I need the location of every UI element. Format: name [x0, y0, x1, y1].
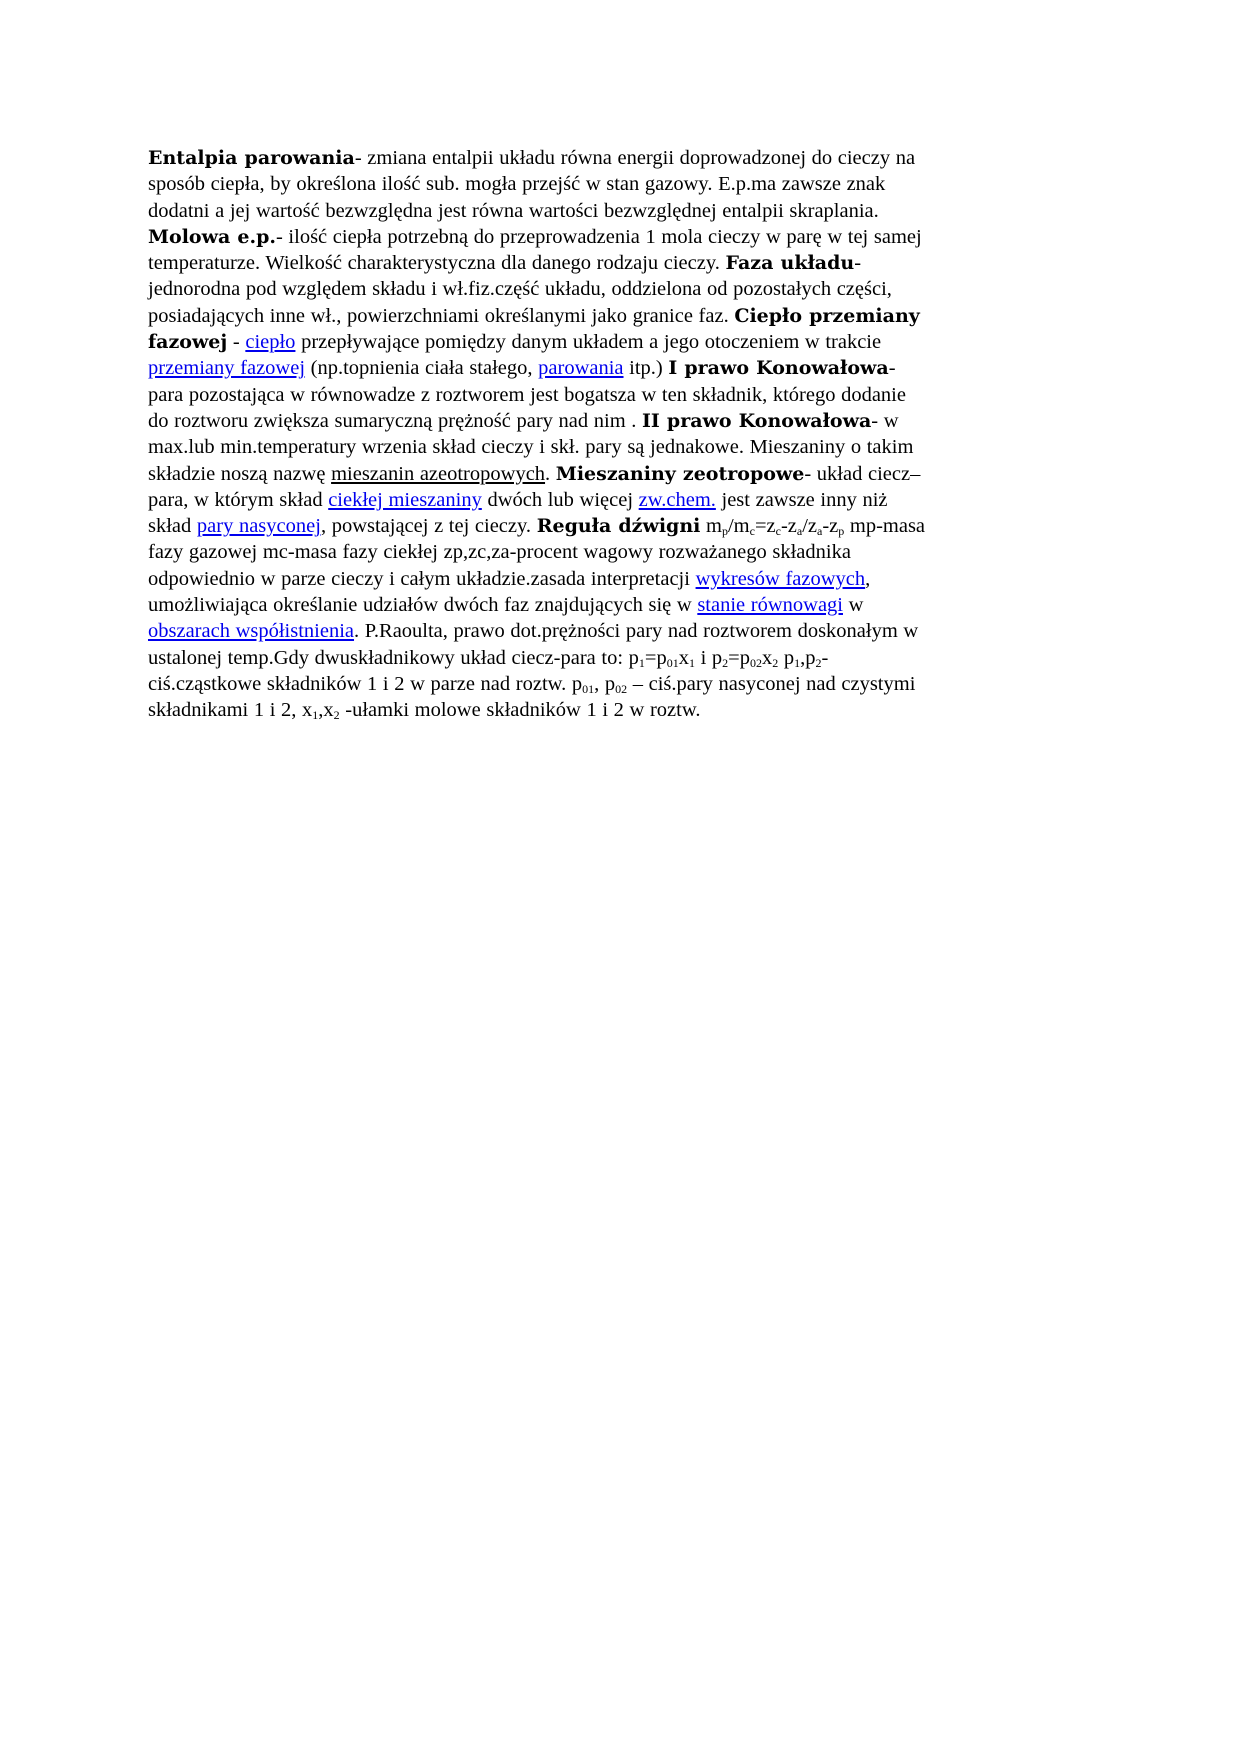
- term-faza-ukladu: Faza układu: [725, 252, 855, 275]
- text-segment: w: [842, 594, 864, 617]
- formula-text: ,p: [800, 646, 816, 669]
- formula-text: /m: [727, 515, 750, 538]
- formula-text: ,x: [318, 699, 334, 722]
- document-body: [148, 145, 928, 724]
- formula-text: =p: [644, 646, 667, 669]
- formula-subscript: p: [838, 524, 845, 539]
- formula-text: =z: [754, 515, 776, 538]
- formula-subscript: 01: [582, 681, 595, 696]
- formula-text: p: [778, 646, 795, 669]
- text-segment: przepływające pomiędzy danym układem a jego otoczeniem w trakcie: [295, 331, 882, 354]
- formula-subscript: 01: [666, 655, 679, 670]
- formula-text: =p: [728, 646, 750, 669]
- text-segment: dwóch lub więcej: [481, 488, 639, 511]
- main-paragraph: [148, 145, 928, 724]
- link-stanie-rownowagi[interactable]: stanie równowagi: [697, 594, 843, 617]
- term-regula-dzwigni: Reguła dźwigni: [536, 515, 701, 538]
- formula-subscript: 2: [333, 708, 340, 723]
- formula-text: -z: [780, 515, 797, 538]
- formula-text: -z: [822, 515, 839, 538]
- formula-subscript: 1: [638, 655, 645, 670]
- link-ciekłej-mieszaniny[interactable]: ciekłej mieszaniny: [328, 488, 482, 511]
- formula-subscript: c: [749, 524, 755, 539]
- formula-subscript: p: [721, 524, 728, 539]
- link-obszarach-wspolistnienia[interactable]: obszarach współistnienia: [148, 620, 355, 643]
- term-ii-prawo-konowalowa: II prawo Konowałowa: [642, 409, 872, 432]
- term-i-prawo-konowalowa: I prawo Konowałowa: [668, 357, 889, 380]
- text-segment: - jednorodna pod względem składu i wł.fiz.część układu, oddzielona od pozostałych części, posiadających inne wł., powierzchniami określanymi jako granice faz.: [148, 252, 892, 327]
- text-segment: jest zawsze inny niż skład: [148, 488, 888, 538]
- link-parowania[interactable]: parowania: [538, 357, 624, 380]
- formula-text: , p: [594, 672, 616, 695]
- formula-text: i p: [694, 646, 723, 669]
- formula-subscript: 1: [312, 708, 319, 723]
- formula-subscript: 1: [688, 655, 695, 670]
- text-segment: itp.): [623, 357, 669, 380]
- text-segment: (np.topnienia ciała stałego,: [305, 357, 539, 380]
- text-segment: - układ ciecz–para, w którym skład: [148, 462, 921, 511]
- term-cieplo-przemiany-fazowej: Ciepło przemiany fazowej: [148, 304, 920, 354]
- link-cieplo[interactable]: ciepło: [245, 331, 296, 354]
- term-molowa-ep: Molowa e.p.: [148, 225, 276, 248]
- formula-subscript: 1: [794, 655, 801, 670]
- link-pary-nasyconej[interactable]: pary nasyconej: [196, 515, 321, 538]
- formula-subscript: 02: [615, 681, 628, 696]
- link-przemiany-fazowej[interactable]: przemiany fazowej: [148, 357, 306, 380]
- formula-text: m: [700, 515, 722, 538]
- text-segment: -ułamki molowe składników 1 i 2 w roztw.: [339, 699, 701, 722]
- formula-subscript: 2: [772, 655, 779, 670]
- text-segment: mp-masa fazy gazowej mc-masa fazy ciekłej zp,zc,za-procent wagowy rozważanego składnika odpowiednio w parze cieczy i całym układzie.zasada interpretacji: [148, 515, 926, 590]
- underlined-mieszanin-azeotropowych: mieszanin azeotropowych: [331, 462, 546, 485]
- text-segment: , powstającej z tej cieczy.: [320, 515, 537, 538]
- link-zw-chem[interactable]: zw.chem.: [638, 488, 716, 511]
- formula-subscript: 02: [749, 655, 762, 670]
- text-segment: .: [545, 462, 556, 485]
- formula-text: x: [678, 646, 689, 669]
- text-segment: , umożliwiająca określanie udziałów dwóch faz znajdujących się w: [148, 567, 871, 617]
- text-segment: – ciś.pary nasyconej nad czystymi składnikami 1 i 2, x: [148, 672, 916, 722]
- text-segment: -: [227, 331, 246, 354]
- text-segment: - para pozostająca w równowadze z roztworem jest bogatsza w ten składnik, którego dodanie do roztworu zwiększa sumaryczną prężność pary nad nim .: [148, 357, 906, 432]
- formula-text: x: [761, 646, 773, 669]
- text-segment: . P.Raoulta, prawo dot.prężności pary nad roztworem doskonałym w ustalonej temp.Gdy dwuskładnikowy układ ciecz-para to: p: [148, 620, 919, 669]
- formula-text: /z: [802, 515, 817, 538]
- formula-subscript: 2: [722, 655, 729, 670]
- text-segment: - ilość ciepła potrzebną do przeprowadzenia 1 mola cieczy w parę w tej samej temperaturze. Wielkość charakterystyczna dla danego rodzaju cieczy.: [148, 225, 922, 275]
- link-wykresow-fazowych[interactable]: wykresów fazowych: [695, 567, 866, 590]
- text-segment: - ciś.cząstkowe składników 1 i 2 w parze nad roztw. p: [148, 646, 829, 695]
- formula-subscript: c: [775, 524, 781, 539]
- formula-subscript: a: [817, 524, 823, 539]
- formula-subscript: a: [796, 524, 803, 539]
- text-segment: - w max.lub min.temperatury wrzenia skład cieczy i skł. pary są jednakowe. Mieszaniny o takim składzie noszą nazwę: [148, 409, 914, 485]
- formula-subscript: 2: [815, 655, 822, 670]
- text-segment: - zmiana entalpii układu równa energii doprowadzonej do cieczy na sposób ciepła, by określona ilość sub. mogła przejść w stan gazowy. E.p.ma zawsze znak dodatni a jej wartość bezwzględna jest równa wartości bezwzględnej entalpii skraplania.: [148, 147, 916, 222]
- term-mieszaniny-zeotropowe: Mieszaniny zeotropowe: [555, 462, 805, 485]
- term-entalpia-parowania: Entalpia parowania: [148, 147, 355, 169]
